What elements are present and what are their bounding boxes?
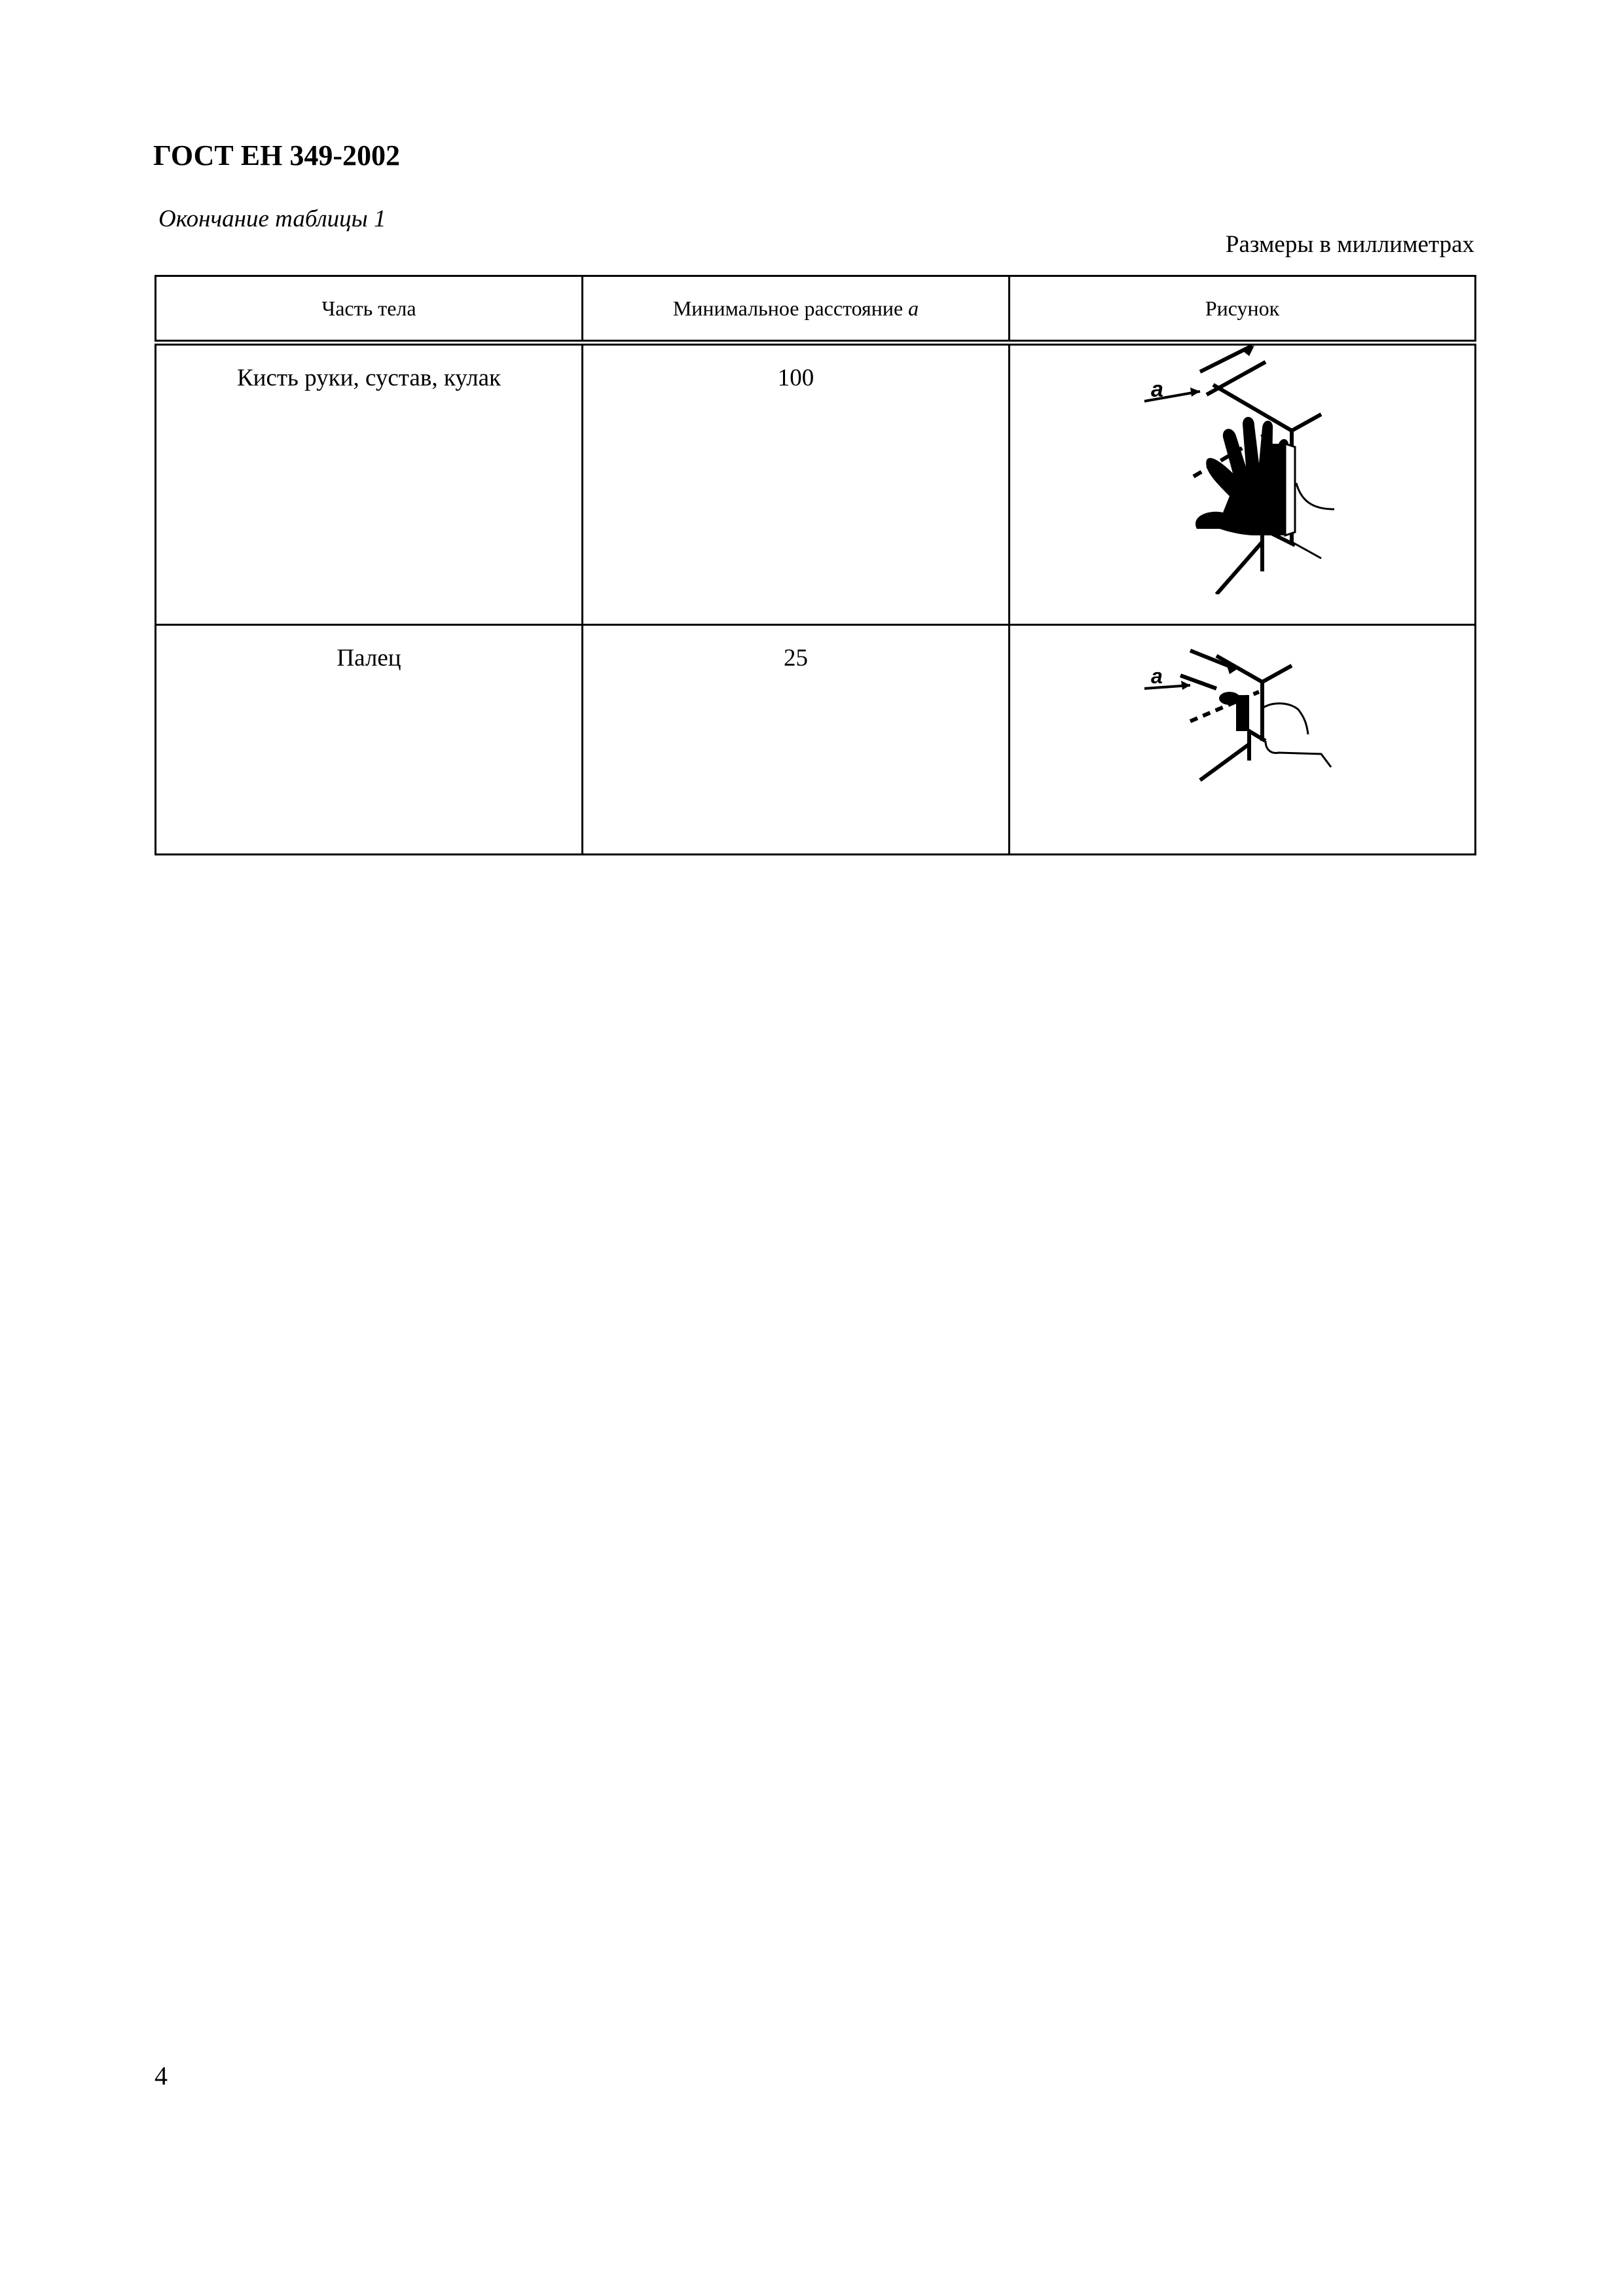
body-part-text: Палец <box>337 645 401 672</box>
body-part-text: Кисть руки, сустав, кулак <box>236 365 501 391</box>
column-header-body-part: Часть тела <box>156 276 583 343</box>
finger-gap-illustration <box>1131 636 1354 793</box>
min-distance-value: 100 <box>777 365 814 391</box>
cell-body-part <box>156 343 583 625</box>
distance-table <box>155 275 1476 855</box>
units-note: Размеры в миллиметрах <box>1225 231 1474 258</box>
cell-figure <box>1010 625 1476 855</box>
column-header-min-distance-label: Минимальное расстояние <box>672 296 903 320</box>
table-row <box>156 343 1476 625</box>
page-number: 4 <box>155 2061 168 2090</box>
column-header-variable: a <box>908 296 919 320</box>
figure-label: a <box>1150 377 1163 402</box>
min-distance-value: 25 <box>784 645 808 672</box>
hand-gap-illustration <box>1125 346 1360 594</box>
column-header-figure: Рисунок <box>1010 276 1476 343</box>
table-caption: Окончание таблицы 1 <box>158 206 386 232</box>
document-title: ГОСТ ЕН 349-2002 <box>153 139 401 171</box>
table-row <box>156 625 1476 855</box>
cell-figure <box>1010 343 1476 625</box>
cell-body-part <box>156 625 583 855</box>
cell-min-distance <box>583 343 1010 625</box>
table-header-row <box>156 276 1476 343</box>
column-header-min-distance <box>583 276 1010 343</box>
figure-label: a <box>1150 664 1163 688</box>
cell-min-distance <box>583 625 1010 855</box>
